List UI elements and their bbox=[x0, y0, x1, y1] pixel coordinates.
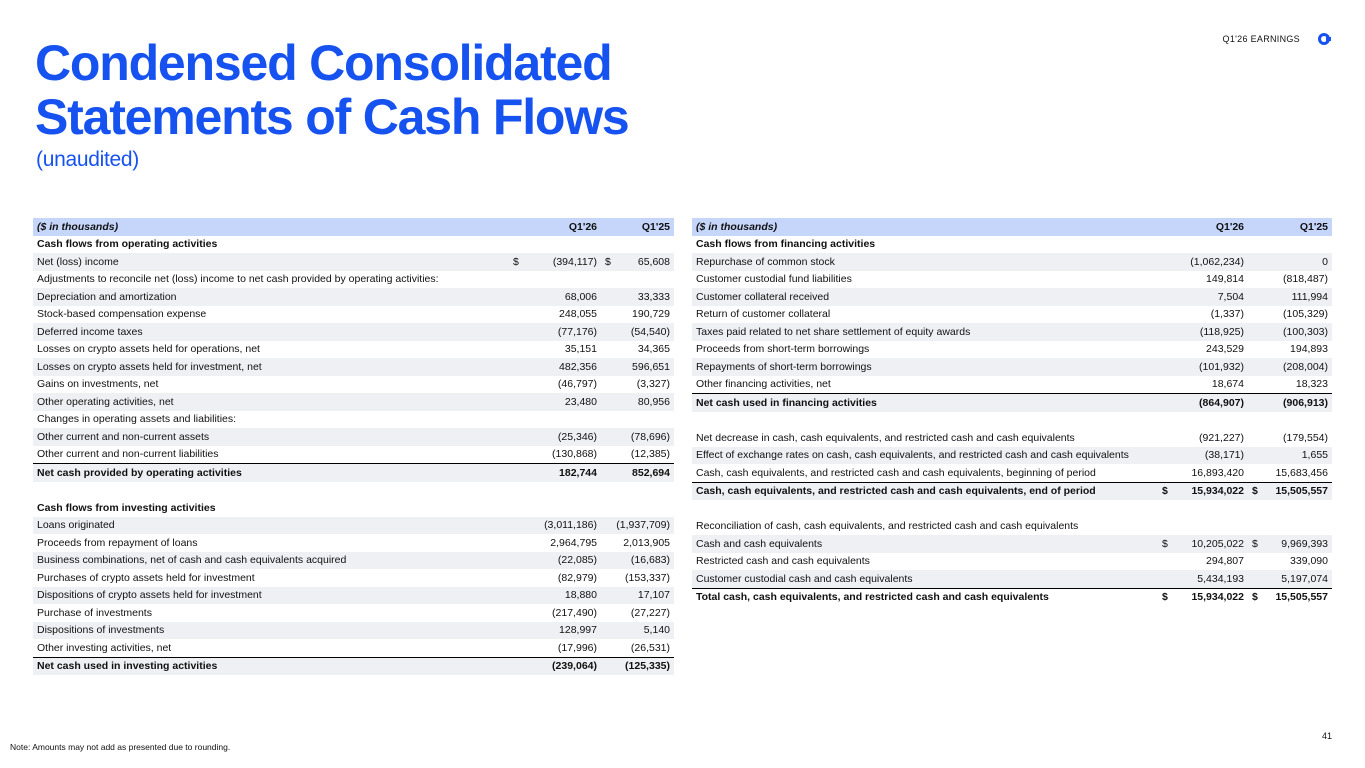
operating-investing-cash-flows-table bbox=[33, 218, 674, 675]
table-header-row bbox=[33, 218, 674, 236]
value-q1-26: (46,797) bbox=[557, 378, 597, 391]
table-row bbox=[33, 622, 674, 640]
value-q1-26: 243,529 bbox=[1206, 343, 1244, 356]
row-label: Other current and non-current assets bbox=[33, 428, 509, 446]
table-row-total bbox=[33, 464, 674, 482]
table-row bbox=[33, 569, 674, 587]
value-q1-26: 18,880 bbox=[521, 587, 601, 605]
earnings-label: Q1'26 EARNINGS bbox=[1222, 34, 1300, 44]
table-row-total bbox=[692, 482, 1332, 500]
row-label bbox=[692, 412, 1332, 430]
row-label: Customer custodial fund liabilities bbox=[696, 273, 852, 286]
value-q1-25: (105,329) bbox=[1283, 308, 1328, 321]
row-label: Restricted cash and cash equivalents bbox=[696, 555, 870, 568]
dollar-sign: $ bbox=[1252, 591, 1258, 604]
row-label: Net (loss) income bbox=[33, 253, 509, 271]
value-q1-26: (101,932) bbox=[1172, 358, 1248, 376]
value-q1-25: 0 bbox=[1262, 253, 1332, 271]
value-q1-25: (153,337) bbox=[625, 571, 670, 584]
dollar-sign: $ bbox=[1158, 535, 1172, 553]
value-q1-26: 16,893,420 bbox=[1172, 464, 1248, 482]
value-q1-25: (16,683) bbox=[611, 552, 674, 570]
value-q1-26: 68,006 bbox=[521, 288, 601, 306]
value-q1-26: 482,356 bbox=[521, 358, 601, 376]
table-row bbox=[692, 341, 1332, 359]
table-row bbox=[692, 570, 1332, 588]
row-label: Losses on crypto assets held for operations, net bbox=[37, 343, 260, 356]
table-row bbox=[33, 411, 674, 429]
value-q1-25: 65,608 bbox=[611, 253, 674, 271]
value-q1-25: 190,729 bbox=[632, 308, 670, 321]
value-q1-26: 15,934,022 bbox=[1191, 591, 1244, 604]
value-q1-26: 128,997 bbox=[521, 622, 601, 640]
row-label: Customer custodial cash and cash equivalents bbox=[692, 570, 1158, 588]
value-q1-25: (125,335) bbox=[611, 657, 674, 675]
value-q1-26: (22,085) bbox=[521, 552, 601, 570]
table-row bbox=[692, 323, 1332, 341]
value-q1-25: 15,505,557 bbox=[1262, 482, 1332, 500]
row-label: Dispositions of crypto assets held for investment bbox=[33, 587, 509, 605]
page-title-line-1: Condensed Consolidated bbox=[35, 35, 612, 91]
value-q1-25: 1,655 bbox=[1262, 447, 1332, 465]
value-q1-25: (818,487) bbox=[1283, 273, 1328, 286]
row-label: Net cash provided by operating activities bbox=[33, 464, 509, 482]
value-q1-26: 294,807 bbox=[1206, 555, 1244, 568]
table-row bbox=[33, 446, 674, 464]
row-label: Other current and non-current liabilities bbox=[37, 448, 219, 461]
unit-label: ($ in thousands) bbox=[33, 218, 509, 236]
value-q1-25: 194,893 bbox=[1290, 343, 1328, 356]
value-q1-26: (118,925) bbox=[1172, 323, 1248, 341]
table-row bbox=[33, 271, 674, 289]
value-q1-25: (906,913) bbox=[1262, 394, 1332, 412]
coinbase-logo-icon bbox=[1318, 33, 1330, 45]
value-q1-25: 852,694 bbox=[611, 464, 674, 482]
table-row-spacer bbox=[33, 482, 674, 500]
table-row bbox=[33, 499, 674, 517]
row-label: Net cash used in investing activities bbox=[33, 657, 509, 675]
value-q1-26: (3,011,186) bbox=[521, 517, 601, 535]
table-row bbox=[33, 393, 674, 411]
dollar-sign: $ bbox=[1248, 535, 1262, 553]
table-row bbox=[33, 323, 674, 341]
row-label: Gains on investments, net bbox=[37, 378, 159, 391]
value-q1-25: (78,696) bbox=[611, 428, 674, 446]
table-row bbox=[33, 639, 674, 657]
page-title bbox=[35, 36, 629, 144]
table-row bbox=[33, 341, 674, 359]
value-q1-25: 5,197,074 bbox=[1262, 570, 1332, 588]
row-label: Reconciliation of cash, cash equivalents, and restricted cash and cash equivalents bbox=[696, 520, 1079, 533]
table-row bbox=[692, 236, 1332, 254]
section-heading: Cash flows from investing activities bbox=[37, 501, 216, 514]
dollar-sign: $ bbox=[1248, 482, 1262, 500]
table-row bbox=[33, 288, 674, 306]
value-q1-26: (864,907) bbox=[1172, 394, 1248, 412]
row-label: Other operating activities, net bbox=[33, 393, 509, 411]
table-row bbox=[33, 534, 674, 552]
value-q1-25: (12,385) bbox=[630, 448, 670, 461]
unit-label: ($ in thousands) bbox=[692, 218, 1158, 236]
row-label: Cash, cash equivalents, and restricted cash and cash equivalents, beginning of period bbox=[692, 464, 1158, 482]
page-subtitle: (unaudited) bbox=[36, 148, 139, 171]
row-label: Proceeds from short-term borrowings bbox=[696, 343, 870, 356]
table-row-spacer bbox=[692, 412, 1332, 430]
value-q1-26: (25,346) bbox=[521, 428, 601, 446]
column-header-q1-25: Q1'25 bbox=[601, 218, 674, 236]
table-row bbox=[33, 552, 674, 570]
value-q1-25: 2,013,905 bbox=[623, 536, 670, 549]
value-q1-25: (26,531) bbox=[630, 641, 670, 654]
value-q1-25: 80,956 bbox=[611, 393, 674, 411]
value-q1-26: 2,964,795 bbox=[550, 536, 597, 549]
table-row bbox=[692, 535, 1332, 553]
table-header-row bbox=[692, 218, 1332, 236]
value-q1-26: 23,480 bbox=[521, 393, 601, 411]
table-row-total bbox=[33, 657, 674, 675]
value-q1-26: (217,490) bbox=[552, 606, 597, 619]
value-q1-25: (179,554) bbox=[1283, 431, 1328, 444]
row-label: Return of customer collateral bbox=[696, 308, 831, 321]
row-label: Purchases of crypto assets held for investment bbox=[37, 571, 255, 584]
table-row bbox=[692, 553, 1332, 571]
row-label: Stock-based compensation expense bbox=[37, 308, 207, 321]
table-row-spacer bbox=[692, 500, 1332, 518]
footnote: Note: Amounts may not add as presented due to rounding. bbox=[10, 742, 231, 752]
row-label: Depreciation and amortization bbox=[33, 288, 509, 306]
table-row bbox=[33, 306, 674, 324]
table-row bbox=[692, 518, 1332, 536]
value-q1-26: (239,064) bbox=[521, 657, 601, 675]
row-label: Taxes paid related to net share settlement of equity awards bbox=[692, 323, 1158, 341]
row-label: Cash, cash equivalents, and restricted cash and cash equivalents, end of period bbox=[692, 482, 1158, 500]
value-q1-25: 111,994 bbox=[1262, 288, 1332, 306]
table-row bbox=[33, 236, 674, 254]
table-row bbox=[692, 464, 1332, 482]
row-label: Effect of exchange rates on cash, cash equivalents, and restricted cash and cash equivalents bbox=[692, 447, 1158, 465]
table-row bbox=[692, 358, 1332, 376]
value-q1-25: 596,651 bbox=[611, 358, 674, 376]
value-q1-26: (921,227) bbox=[1199, 431, 1244, 444]
row-label: Deferred income taxes bbox=[33, 323, 509, 341]
table-row bbox=[692, 447, 1332, 465]
table-row bbox=[33, 587, 674, 605]
value-q1-26: 35,151 bbox=[564, 343, 597, 356]
value-q1-25: (1,937,709) bbox=[611, 517, 674, 535]
value-q1-25: 17,107 bbox=[611, 587, 674, 605]
row-label: Losses on crypto assets held for investment, net bbox=[33, 358, 509, 376]
table-row-total bbox=[692, 394, 1332, 412]
column-header-q1-26: Q1'26 bbox=[1158, 218, 1248, 236]
financing-cash-flows-table bbox=[692, 218, 1332, 606]
value-q1-26: 7,504 bbox=[1172, 288, 1248, 306]
row-label: Dispositions of investments bbox=[33, 622, 509, 640]
value-q1-26: (38,171) bbox=[1172, 447, 1248, 465]
row-label: Cash and cash equivalents bbox=[692, 535, 1158, 553]
row-label: Net decrease in cash, cash equivalents, and restricted cash and cash equivalents bbox=[696, 431, 1075, 444]
row-label: Other investing activities, net bbox=[37, 641, 172, 654]
value-q1-25: 5,140 bbox=[611, 622, 674, 640]
dollar-sign: $ bbox=[1158, 482, 1172, 500]
row-label: Customer collateral received bbox=[692, 288, 1158, 306]
column-header-q1-25: Q1'25 bbox=[1248, 218, 1332, 236]
row-label: Purchase of investments bbox=[37, 606, 152, 619]
row-label: Total cash, cash equivalents, and restricted cash and cash equivalents bbox=[696, 591, 1049, 604]
value-q1-26: 182,744 bbox=[521, 464, 601, 482]
row-label: Adjustments to reconcile net (loss) income to net cash provided by operating activities: bbox=[37, 273, 439, 286]
value-q1-26: 15,934,022 bbox=[1172, 482, 1248, 500]
row-label: Repayments of short-term borrowings bbox=[692, 358, 1158, 376]
row-label: Other financing activities, net bbox=[696, 378, 831, 391]
row-label: Net cash used in financing activities bbox=[692, 394, 1158, 412]
value-q1-26: (1,062,234) bbox=[1172, 253, 1248, 271]
value-q1-26: (17,996) bbox=[557, 641, 597, 654]
value-q1-25: 15,683,456 bbox=[1262, 464, 1332, 482]
table-row bbox=[692, 288, 1332, 306]
value-q1-25: 9,969,393 bbox=[1262, 535, 1332, 553]
value-q1-25: (54,540) bbox=[611, 323, 674, 341]
section-heading: Cash flows from operating activities bbox=[37, 238, 218, 251]
table-row bbox=[33, 517, 674, 535]
table-row bbox=[692, 253, 1332, 271]
value-q1-25: 18,323 bbox=[1295, 378, 1328, 391]
row-label bbox=[692, 500, 1332, 518]
value-q1-25: (3,327) bbox=[636, 378, 670, 391]
table-row bbox=[33, 376, 674, 394]
table-row bbox=[692, 271, 1332, 289]
value-q1-26: 10,205,022 bbox=[1172, 535, 1248, 553]
table-row bbox=[692, 429, 1332, 447]
table-row bbox=[692, 306, 1332, 324]
value-q1-25: 34,365 bbox=[637, 343, 670, 356]
value-q1-25: 339,090 bbox=[1290, 555, 1328, 568]
value-q1-26: 18,674 bbox=[1211, 378, 1244, 391]
value-q1-25: (100,303) bbox=[1262, 323, 1332, 341]
column-header-q1-26: Q1'26 bbox=[509, 218, 601, 236]
value-q1-25: 15,505,557 bbox=[1275, 591, 1328, 604]
value-q1-25: 33,333 bbox=[611, 288, 674, 306]
value-q1-26: (82,979) bbox=[557, 571, 597, 584]
value-q1-26: (77,176) bbox=[521, 323, 601, 341]
table-row bbox=[33, 428, 674, 446]
row-label: Changes in operating assets and liabilities: bbox=[37, 413, 237, 426]
dollar-sign: $ bbox=[601, 253, 611, 271]
row-label: Repurchase of common stock bbox=[692, 253, 1158, 271]
page-title-line-2: Statements of Cash Flows bbox=[35, 89, 629, 145]
table-row bbox=[692, 376, 1332, 394]
row-label bbox=[33, 482, 674, 500]
table-row bbox=[33, 253, 674, 271]
value-q1-26: (130,868) bbox=[552, 448, 597, 461]
row-label: Proceeds from repayment of loans bbox=[37, 536, 198, 549]
value-q1-26: 149,814 bbox=[1206, 273, 1244, 286]
table-row bbox=[33, 358, 674, 376]
value-q1-26: (394,117) bbox=[521, 253, 601, 271]
value-q1-26: (1,337) bbox=[1210, 308, 1244, 321]
table-row bbox=[33, 604, 674, 622]
table-row-total bbox=[692, 588, 1332, 606]
dollar-sign: $ bbox=[1162, 591, 1168, 604]
row-label: Loans originated bbox=[33, 517, 509, 535]
section-heading: Cash flows from financing activities bbox=[696, 238, 876, 251]
value-q1-25: (208,004) bbox=[1262, 358, 1332, 376]
value-q1-25: (27,227) bbox=[630, 606, 670, 619]
row-label: Business combinations, net of cash and cash equivalents acquired bbox=[33, 552, 509, 570]
dollar-sign: $ bbox=[509, 253, 521, 271]
value-q1-26: 248,055 bbox=[559, 308, 597, 321]
page-number: 41 bbox=[1321, 731, 1332, 741]
value-q1-26: 5,434,193 bbox=[1172, 570, 1248, 588]
